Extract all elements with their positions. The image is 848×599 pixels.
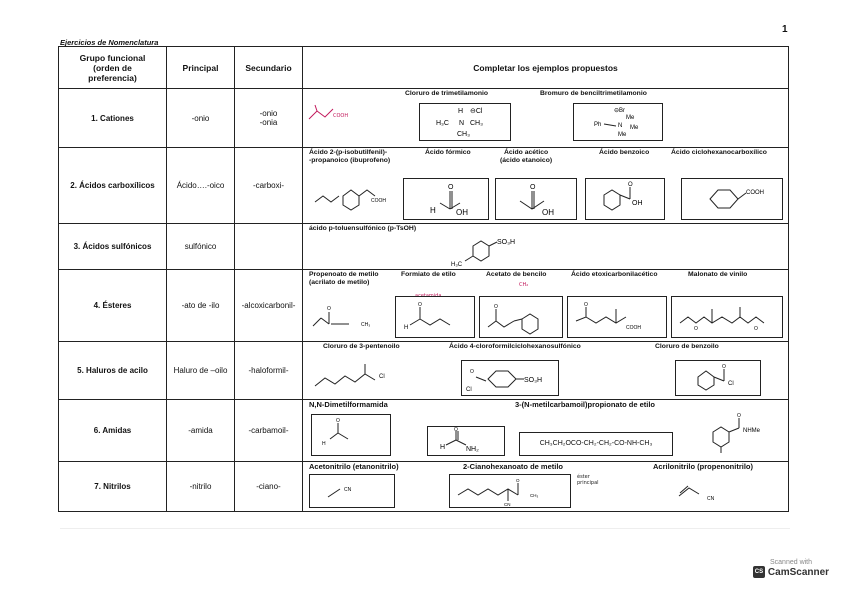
atom-label: O [327,306,331,312]
row-examples [303,89,789,148]
row-secundario-text: -onio -onia [259,109,278,127]
example-label: 2-Cianohexanoato de metilo [463,462,564,471]
atom-label: H [322,441,326,447]
atom-label: OH [632,200,643,207]
example-label: Formiato de etilo [401,271,456,278]
structure-box [479,296,563,338]
divider [60,528,790,529]
atom-label: CH₃ [361,322,371,328]
row-secundario: -carboxi- [235,148,303,224]
atom-label: Me [626,115,635,121]
row-examples [303,270,789,342]
structure-box [449,474,571,508]
row-principal: -onio [167,89,235,148]
atom-label: O [494,304,498,310]
atom-label: H [440,444,446,451]
row-principal: sulfónico [167,224,235,270]
page-number: 1 [782,24,788,35]
example-label: Ácido fórmico [425,149,471,156]
atom-label: O [584,302,588,308]
atom-label: N [618,123,623,129]
atom-label: COOH [626,325,641,331]
atom-label: ⊖Br [614,108,626,114]
example-label: Bromuro de benciltrimetilamonio [540,90,647,97]
handwritten-cooh: COOH [333,113,349,119]
structure-box [309,474,395,508]
row-grupo: 4. Ésteres [59,270,167,342]
atom-label: Cl [379,374,385,380]
table-row [59,462,789,512]
structure-pentenoyl [309,356,405,394]
atom-label: O [722,364,726,370]
example-label: Cloruro de 3-pentenoilo [323,343,400,350]
example-label: Cloruro de benzoilo [655,343,719,350]
scanner-brand [752,566,830,578]
scanner-brand-text: CamScanner [767,566,830,578]
row-secundario [235,89,303,148]
structure-box [671,296,783,338]
row-secundario: -alcoxicarbonil- [235,270,303,342]
structure-box [403,178,489,220]
row-principal: -nitrilo [167,462,235,512]
structure-box [419,103,511,141]
example-label: ácido p-toluensulfónico (p-TsOH) [309,225,417,232]
row-grupo: 3. Ácidos sulfónicos [59,224,167,270]
row-principal: -amida [167,400,235,462]
row-principal: Ácido….-oico [167,148,235,224]
row-grupo: 5. Haluros de acilo [59,342,167,400]
row-principal: Haluro de –oilo [167,342,235,400]
header-ejemplos: Completar los ejemplos propuestos [303,47,789,89]
table-row [59,89,789,148]
header-grupo: Grupo funcional (orden de preferencia) [59,47,167,89]
atom-label: O [628,182,633,188]
amide-formula: CH₃CH₂OCO-CH₂-CH₂-CO-NH-CH₃ [539,440,653,447]
structure-box [567,296,667,338]
row-grupo: 1. Cationes [59,89,167,148]
atom-label: NHMe [743,428,761,434]
scanner-text: Scanned with [769,559,813,566]
structure-box [395,296,475,338]
atom-label: NH₂ [466,446,479,453]
atom-label: Cl [728,381,734,387]
row-secundario [235,224,303,270]
example-label: N,N-Dimetilformamida [309,400,388,409]
structure-box [461,360,559,396]
atom-label: O [516,478,520,483]
document-title: Ejercicios de Nomenclatura [60,38,159,47]
atom-label: Cl [466,387,472,393]
example-label: Acrilonitrilo (propenonitrilo) [653,462,753,471]
example-label: Malonato de vinilo [688,271,748,278]
row-examples [303,462,789,512]
example-label: Acetato de bencilo [486,271,547,278]
atom-label: O [470,369,474,375]
atom-label: CN [344,487,352,493]
scanner-watermark [752,559,830,578]
row-examples [303,400,789,462]
table-row [59,270,789,342]
row-secundario: -carbamoil- [235,400,303,462]
table-row [59,400,789,462]
header-principal: Principal [167,47,235,89]
structure-box [675,360,761,396]
row-grupo: 2. Ácidos carboxílicos [59,148,167,224]
atom-label: Me [630,125,639,131]
example-label: 3-(N-metilcarbamoil)propionato de etilo [515,400,656,409]
atom-label: OH [456,208,468,217]
row-examples [303,224,789,270]
atom-label: O [418,302,422,308]
example-label: Ácido 4-cloroformilciclohexanosulfónico [449,343,581,350]
atom-label: O [454,427,458,433]
example-label: Ácido acético (ácido etanoico) [500,149,553,164]
atom-label: H₃C [451,262,463,268]
table-row [59,148,789,224]
atom-label: O [694,326,698,332]
atom-label: O [448,184,454,191]
atom-label: Me [618,132,627,138]
structure-ptsoh [443,234,533,268]
table-row [59,224,789,270]
structure-box [573,103,663,141]
example-label: Ácido 2-(p-isobutilfenil)- -propanoico (ibuprofeno) [309,149,391,164]
structure-box [427,426,505,456]
header-secundario: Secundario [235,47,303,89]
example-label: Ácido ciclohexanocarboxílico [671,149,767,156]
atom-label: COOH [746,190,764,196]
atom-label: COOH [371,198,386,204]
nomenclature-table [58,46,789,512]
handwritten-note: CH₂ [519,282,529,288]
structure-benzamide [693,412,783,456]
row-grupo: 6. Amidas [59,400,167,462]
atom-label: CN [707,496,715,502]
structure-box [311,414,391,456]
header-row [59,47,789,89]
atom-label: OH [542,208,554,217]
row-secundario: -haloformil- [235,342,303,400]
camscanner-icon: CS [753,566,765,578]
atom-label: CH₃ [470,120,483,127]
example-label: Propenoato de metilo (acrilato de metilo) [309,271,379,286]
atom-label: O [737,413,741,419]
atom-label: CN [504,502,511,507]
atom-label: O [754,326,758,332]
atom-label: N [459,120,465,127]
example-label: Cloruro de trimetilamonio [405,90,489,97]
example-label: Ácido etoxicarbonilacético [571,271,658,278]
atom-label: SO₃H [524,377,543,384]
atom-label: O [336,418,340,424]
structure-box [681,178,783,220]
atom-label: H [458,108,464,115]
structure-ibuprofen [311,174,397,214]
atom-label: Ph [594,122,602,128]
atom-label: CH₃ [530,493,539,498]
structure-box [519,432,673,456]
atom-label: H₃C [436,120,449,127]
row-examples [303,342,789,400]
example-label: Ácido benzoico [599,149,650,156]
handwritten-skeleton [307,103,337,125]
atom-label: ⊖Cl [470,108,483,115]
atom-label: CH₃ [457,131,470,138]
handwritten-note: principal [577,480,599,486]
row-principal: -ato de -ilo [167,270,235,342]
handwritten-note: éster [577,474,590,480]
atom-label: H [430,206,436,215]
example-label: Acetonitrilo (etanonitrilo) [309,462,399,471]
atom-label: SO₃H [497,239,516,246]
structure-box [495,178,577,220]
row-secundario: -ciano- [235,462,303,512]
atom-label: H [404,325,409,331]
structure-acrylate [309,294,389,334]
atom-label: O [530,184,536,191]
structure-box [585,178,665,220]
row-examples [303,148,789,224]
table-row [59,342,789,400]
row-grupo: 7. Nitrilos [59,462,167,512]
structure-acrylonitrile [671,476,751,506]
